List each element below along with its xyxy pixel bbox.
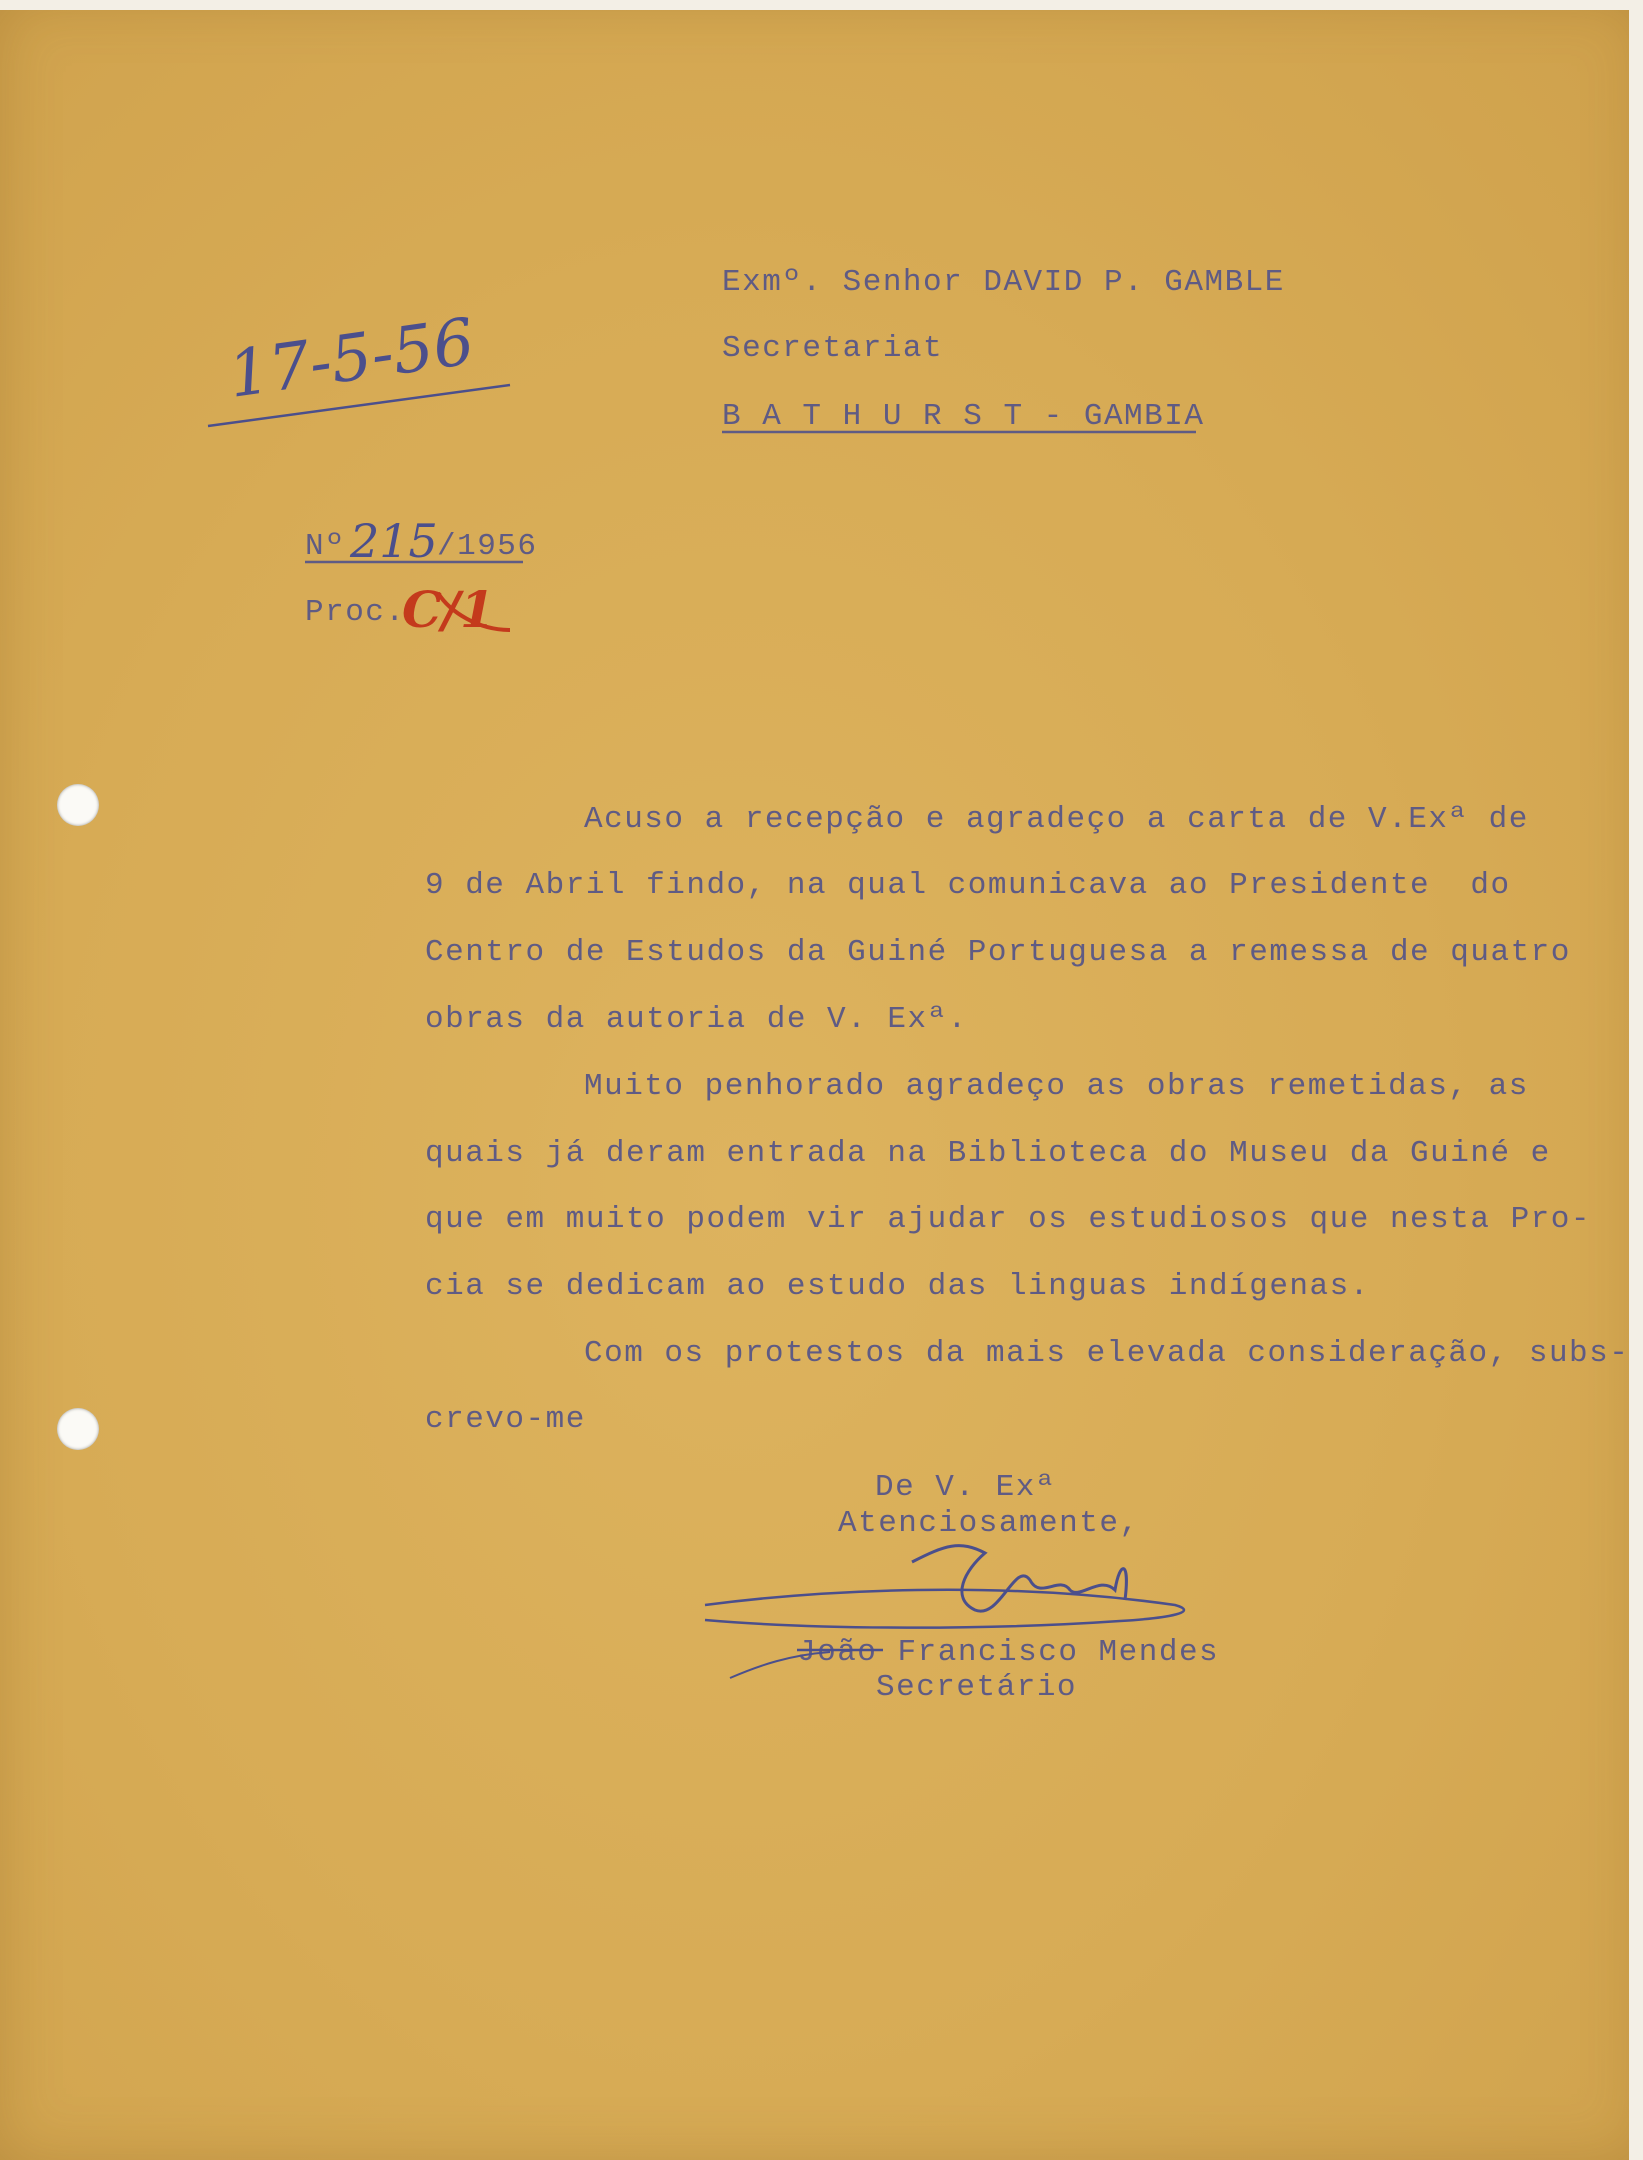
body-line: Muito penhorado agradeço as obras remetidas, as (584, 1069, 1529, 1104)
red-mark (438, 593, 510, 630)
signature-icon (705, 1546, 1184, 1678)
recipient-salutation: Exmº. Senhor DAVID P. GAMBLE (722, 265, 1285, 300)
reference-number-year: /1956 (437, 529, 538, 564)
recipient-address: B A T H U R S T - GAMBIA (722, 399, 1205, 434)
body-line: Com os protestos da mais elevada consideração, subs- (584, 1336, 1630, 1371)
proc-number-handwritten: C/1 (402, 580, 495, 639)
recipient-department: Secretariat (722, 331, 944, 366)
body-line: 9 de Abril findo, na qual comunicava ao Presidente do (425, 868, 1511, 903)
handwritten-date: 17-5-56 (224, 305, 479, 413)
reference-number-handwritten: 215 (350, 514, 438, 568)
closing-line: De V. Exª (875, 1470, 1056, 1505)
body-line: obras da autoria de V. Exª. (425, 1002, 968, 1037)
body-line: quais já deram entrada na Biblioteca do Museu da Guiné e (425, 1136, 1551, 1171)
closing-valediction: Atenciosamente, (838, 1506, 1140, 1541)
signatory-name: João Francisco Mendes (797, 1635, 1220, 1670)
body-line: Acuso a recepção e agradeço a carta de V.Exª de (584, 802, 1529, 837)
body-line: cia se dedicam ao estudo das linguas indígenas. (425, 1269, 1370, 1304)
body-line: crevo-me (425, 1402, 586, 1437)
proc-prefix: Proc. (305, 595, 406, 630)
body-line: Centro de Estudos da Guiné Portuguesa a remessa de quatro (425, 935, 1571, 970)
body-line: que em muito podem vir ajudar os estudiosos que nesta Pro- (425, 1202, 1591, 1237)
date-underline (208, 385, 510, 426)
reference-number-prefix: Nº (305, 529, 346, 564)
signatory-title: Secretário (876, 1670, 1078, 1705)
